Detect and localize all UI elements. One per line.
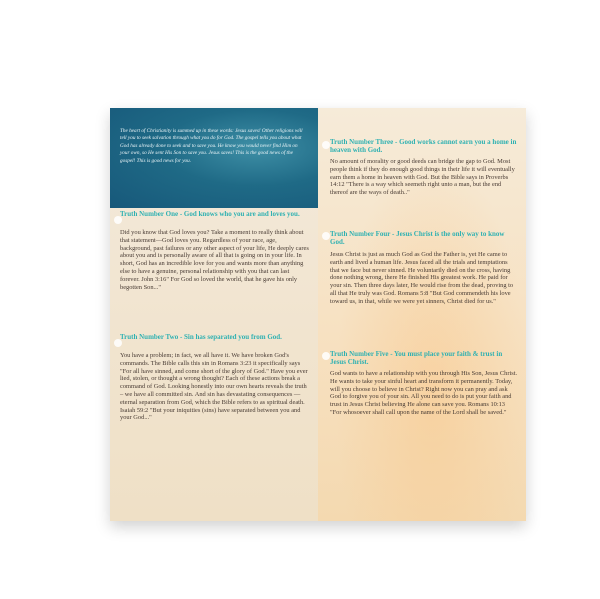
tract-brochure xyxy=(110,108,526,521)
hero-banner xyxy=(110,108,318,208)
cross-mark-icon xyxy=(322,232,330,240)
truth-body: Jesus Christ is just as much God as God the Father is, yet He came to earth and lived a human life. Jesus faced all the trials and temptations that we face but never sinned. He voluntarily died on the cross, having done nothing wrong, there He finished His greatest work. He paid for your sin. Then three days later, He would rise from the dead, proving to all that He truly was God. Romans 5:8 "But God commendeth his love toward us, in that, while we were yet sinners, Christ died for us." xyxy=(330,251,514,305)
truth-heading: Truth Number One - God knows who you are and loves you. xyxy=(120,210,300,218)
truth-heading: Truth Number Five - You must place your faith & trust in Jesus Christ. xyxy=(330,350,503,367)
left-panel xyxy=(110,108,319,521)
truth-heading: Truth Number Three - Good works cannot earn you a home in heaven with God. xyxy=(330,138,517,155)
cross-mark-icon xyxy=(322,141,330,149)
cross-mark-icon xyxy=(322,352,330,360)
truth-body: You have a problem; in fact, we all have it. We have broken God's commands. The Bible calls this sin in Romans 3:23 it specifically says "For all have sinned, and come short of the glory of God." Have you ever lied, stolen, or thought a wrong thought? Each of these actions break a command of God. Looking honestly into our own hearts reveals the truth – we have all committed sin. And sin has devastating consequences —eternal separation from God, which the Bible refers to as spiritual death. Isaiah 59:2 "But your iniquities (sins) have separated between you and your God..." xyxy=(120,352,308,422)
truth-body: No amount of morality or good deeds can bridge the gap to God. Most people think if they do enough good things in their life it will eventually earn them a home in heaven with God. But the Bible says in Proverbs 14:12 "There is a way which seemeth right unto a man, but the end thereof are the ways of death.." xyxy=(330,158,515,197)
intro-text: The heart of Christianity is summed up in these words: Jesus saves! Other religions will tell you to seek salvation through what you do for God. The gospel tells you about what God has already done to seek and to save you. He know you would never find Him on your own, so He sent His Son to save you. Jesus saves! This is the good news of the gospel! This is good news for you. xyxy=(120,128,303,164)
truth-heading: Truth Number Four - Jesus Christ is the only way to know God. xyxy=(330,230,505,247)
truth-body: God wants to have a relationship with you through His Son, Jesus Christ. He wants to take your sinful heart and transform it permanently. Today, will you choose to believe in Christ? Right now you can pray and ask God to forgive you of your sin. All you need to do is put your faith and trust in Jesus Christ believing He alone can save you. Romans 10:13 "For whosoever shall call upon the name of the Lord shall be saved." xyxy=(330,370,518,416)
right-panel xyxy=(318,108,526,521)
truth-heading: Truth Number Two - Sin has separated you from God. xyxy=(120,333,282,341)
truth-body: Did you know that God loves you? Take a moment to really think about that statement—God loves you. Regardless of your race, age, background, past failures or any other aspect of your life, He deeply cares about you and is personally aware of all that is going on in your life. In short, God has an incredible love for you and wants more than anything else to have a genuine, personal relationship with you that can last forever. John 3:16" For God so loved the world, that he gave his only begotten Son..." xyxy=(120,229,309,291)
